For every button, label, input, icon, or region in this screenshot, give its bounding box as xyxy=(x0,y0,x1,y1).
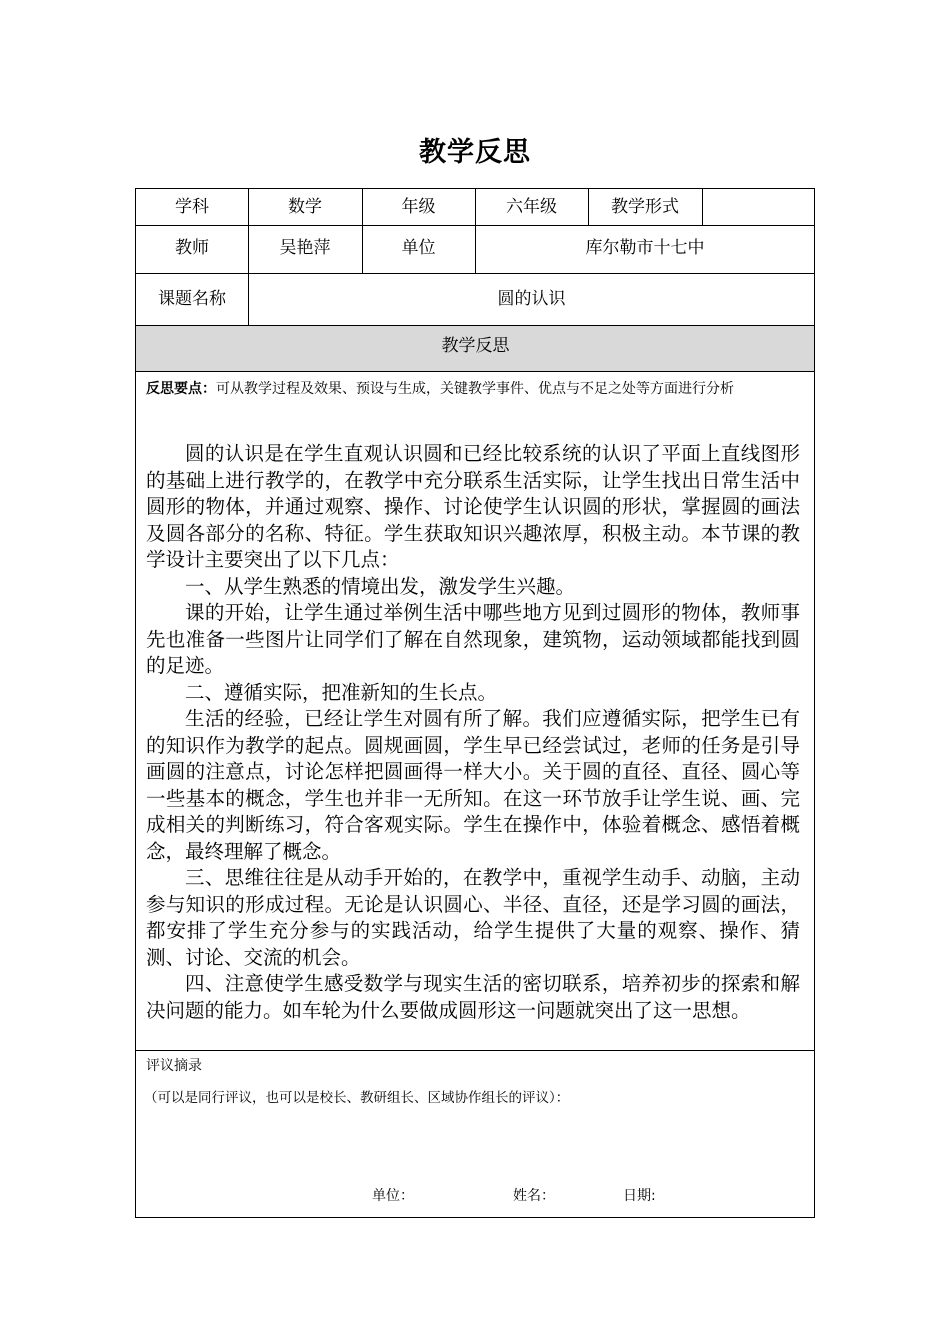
paragraph: 生活的经验，已经让学生对圆有所了解。我们应遵循实际，把学生已有的知识作为教学的起点。圆规画圆，学生早已经尝试过，老师的任务是引导画圆的注意点，讨论怎样把圆画得一样大小。关于圆的直径、直径、圆心等一些基本的概念，学生也并非一无所知。在这一环节放手让学生说、画、完成相关的判断练习，符合客观实际。学生在操作中，体验着概念、感悟着概念，最终理解了概念。 xyxy=(146,707,800,863)
sign-unit-label: 单位： xyxy=(372,1188,414,1204)
reflection-form xyxy=(135,188,815,1218)
teaching-form-label: 教学形式 xyxy=(611,196,679,217)
teaching-form-value xyxy=(702,189,815,219)
paragraph: 一、从学生熟悉的情境出发，激发学生兴趣。 xyxy=(185,574,576,598)
subject-label: 学科 xyxy=(175,196,209,217)
subject-value: 数学 xyxy=(288,196,322,217)
key-points-label: 反思要点： xyxy=(146,381,216,397)
topic-label: 课题名称 xyxy=(158,288,226,309)
paragraph: 圆的认识是在学生直观认识圆和已经比较系统的认识了平面上直线图形的基础上进行教学的，在教学中充分联系生活实际，让学生找出日常生活中圆形的物体，并通过观察、操作、讨论使学生认识圆的形状，掌握圆的画法及圆各部分的名称、特征。学生获取知识兴趣浓厚，积极主动。本节课的教学设计主要突出了以下几点： xyxy=(146,442,800,571)
paragraph: 三、思维往往是从动手开始的，在教学中，重视学生动手、动脑，主动参与知识的形成过程。无论是认识圆心、半径、直径，还是学习圆的画法，都安排了学生充分参与的实践活动，给学生提供了大量的观察、操作、猜测、讨论、交流的机会。 xyxy=(146,866,800,969)
reflection-body xyxy=(146,441,800,1024)
paragraph: 课的开始，让学生通过举例生活中哪些地方见到过圆形的物体，教师事先也准备一些图片让同学们了解在自然现象，建筑物，运动领域都能找到圆的足迹。 xyxy=(146,601,800,677)
grade-value: 六年级 xyxy=(506,196,557,217)
teacher-label: 教师 xyxy=(175,237,209,258)
unit-value: 库尔勒市十七中 xyxy=(585,237,705,258)
sign-name-label: 姓名： xyxy=(513,1188,555,1204)
review-hint: （可以是同行评议，也可以是校长、教研组长、区域协作组长的评议）： xyxy=(144,1090,570,1106)
row-divider xyxy=(136,1050,814,1051)
page-title: 教学反思 xyxy=(419,137,531,168)
sign-date-label: 日期: xyxy=(623,1188,656,1204)
teacher-value: 吴艳萍 xyxy=(279,237,331,258)
row-divider xyxy=(136,371,814,372)
topic-value: 圆的认识 xyxy=(497,288,566,309)
unit-label: 单位 xyxy=(401,237,436,258)
paragraph: 二、遵循实际，把准新知的生长点。 xyxy=(185,680,498,704)
paragraph: 四、注意使学生感受数学与现实生活的密切联系，培养初步的探索和解决问题的能力。如车轮为什么要做成圆形这一问题就突出了这一思想。 xyxy=(146,972,800,1022)
reflection-key-points xyxy=(146,374,804,404)
section-title: 教学反思 xyxy=(441,335,510,356)
review-title: 评议摘录 xyxy=(146,1058,202,1074)
grade-label: 年级 xyxy=(401,196,436,217)
key-points-text: 可从教学过程及效果、预设与生成，关键教学事件、优点与不足之处等方面进行分析 xyxy=(216,381,734,397)
